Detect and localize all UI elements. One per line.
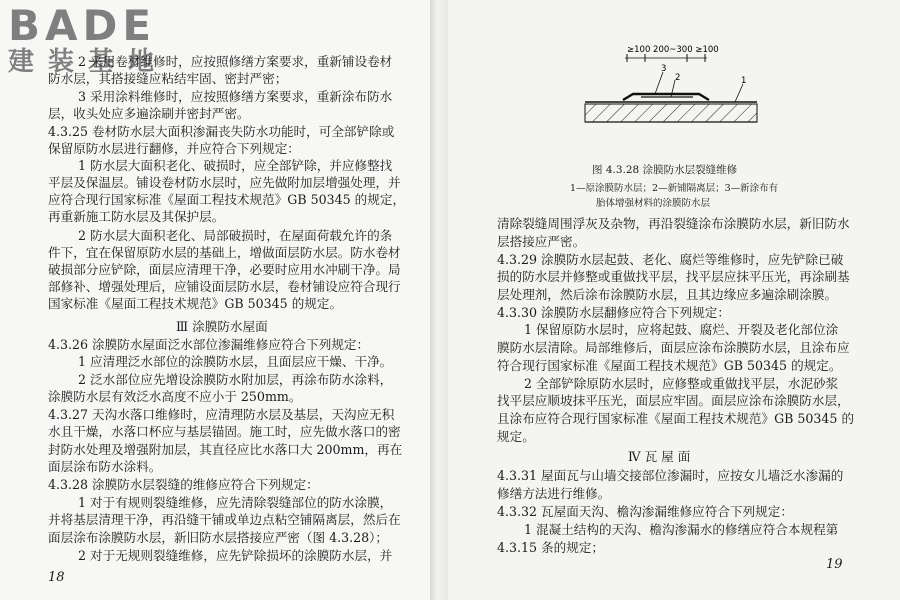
text-line: 1 混凝土结构的天沟、檐沟渗漏水的修缮应符合本规程第	[524, 522, 839, 537]
text-line: 水且干燥，水落口杯应与基层锚固。施工时，应先做水落口的密	[48, 424, 401, 439]
page-number-right: 19	[826, 557, 843, 572]
text-line: 防水层，其搭接缝应粘结牢固、密封严密；	[48, 71, 288, 86]
text-line: 2 全部铲除原防水层时，应修整或重做找平层，水泥砂浆	[524, 376, 839, 391]
text-line: 损的防水层并修整或重做找平层，找平层应抹平压光，再涂刷基	[497, 269, 850, 284]
section-heading-iv: Ⅳ 瓦 屋 面	[628, 449, 691, 464]
text-line: 破损部分应铲除，面层应清理干净，必要时应用水冲刷干净。局	[48, 262, 401, 277]
figure-legend-line: 胎体增强材料的涂膜防水层	[596, 198, 711, 209]
clause-4-3-26: 4.3.26 涂膜防水屋面泛水部位渗漏维修应符合下列规定：	[48, 337, 370, 352]
roof-layer-diagram	[575, 40, 765, 130]
text-line: 1 防水层大面积老化、破损时，应全部铲除，并应修整找	[78, 158, 393, 173]
figure-4-3-28	[575, 40, 765, 158]
text-line: 涂膜防水层有效泛水高度不应小于 250mm。	[48, 389, 302, 404]
text-line: 层处理剂，然后涂布涂膜防水层，且其边缘应多遍涂刷涂膜。	[497, 287, 838, 302]
text-line: 2 泛水部位应先增设涂膜防水附加层，再涂布防水涂料，	[78, 372, 393, 387]
text-line: 层，收头处应多遍涂刷并密封严密。	[48, 106, 250, 121]
text-line: 膜防水层清除。局部维修后，面层应涂布涂膜防水层，且涂布应	[497, 340, 850, 355]
text-line: 并将基层清理干净，再沿缝干铺或单边点粘空铺隔离层，然后在	[48, 512, 401, 527]
text-line: 且涂布应符合现行国家标准《屋面工程技术规范》GB 50345 的	[497, 411, 855, 426]
section-heading-iii: Ⅲ 涂膜防水屋面	[176, 319, 268, 334]
figure-label-1: 1	[741, 76, 747, 86]
text-line: 再重新施工防水层及其保护层。	[48, 209, 225, 224]
text-line: 层搭接应严密。	[497, 234, 586, 249]
clause-4-3-27: 4.3.27 天沟水落口维修时，应清理防水层及基层，天沟应无积	[48, 407, 395, 422]
clause-4-3-30: 4.3.30 涂膜防水层翻修应符合下列规定：	[497, 305, 730, 320]
text-line: 1 应清理泛水部位的涂膜防水层，且面层应干燥、干净。	[78, 354, 393, 369]
clause-4-3-31: 4.3.31 屋面瓦与山墙交接部位渗漏时，应按女儿墙泛水渗漏的	[497, 468, 844, 483]
text-line: 保留原防水层进行翻修，并应符合下列规定：	[48, 141, 300, 156]
book-gutter	[430, 0, 448, 600]
clause-4-3-32: 4.3.32 瓦屋面天沟、檐沟渗漏维修应符合下列规定：	[497, 504, 793, 519]
text-line: 3 采用涂料维修时，应按照修缮方案要求，重新涂布防水	[78, 89, 393, 104]
text-line: 清除裂缝周围浮灰及杂物，再沿裂缝涂布涂膜防水层，新旧防水	[497, 216, 850, 231]
clause-4-3-28: 4.3.28 涂膜防水层裂缝的维修应符合下列规定：	[48, 477, 319, 492]
text-line: 2 对于无规则裂缝维修，应先铲除损坏的涂膜防水层，并	[78, 548, 393, 563]
figure-legend-line: 1—原涂膜防水层；2—新铺隔离层；3—新涂布有	[570, 183, 779, 194]
text-line: 1 对于有规则裂缝维修，应先清除裂缝部位的防水涂膜，	[78, 495, 393, 510]
text-line: 2 防水层大面积老化、局部破损时，在屋面荷载允许的条	[78, 228, 393, 243]
figure-label-2: 2	[675, 73, 681, 83]
text-line: 1 保留原防水层时，应将起鼓、腐烂、开裂及老化部位涂	[524, 322, 839, 337]
text-line: 面层涂布防水涂料。	[48, 459, 162, 474]
logo-wordmark: BADE	[8, 1, 157, 50]
text-line: 封防水处理及增强附加层，其直径应比水落口大 200mm，再在	[48, 442, 403, 457]
clause-4-3-29: 4.3.29 涂膜防水层起鼓、老化、腐烂等维修时，应先铲除已破	[497, 252, 844, 267]
figure-dimensions: ≥100 200~300 ≥100	[627, 45, 719, 55]
text-line: 面层涂布涂膜防水层，新旧防水层搭接应严密（图 4.3.28）；	[48, 530, 389, 545]
page-number-left: 18	[48, 570, 65, 585]
text-line: 规定。	[497, 429, 535, 444]
text-line: 件下，宜在保留原防水层的基础上，增做面层防水层。防水卷材	[48, 245, 401, 260]
text-line: 4.3.15 条的规定；	[497, 540, 605, 555]
figure-caption: 图 4.3.28 涂膜防水层裂缝维修	[592, 164, 738, 176]
text-line: 应符合现行国家标准《屋面工程技术规范》GB 50345 的规定，	[48, 192, 406, 207]
text-line: 平层及保温层。铺设卷材防水层时，应先做附加层增强处理，并	[48, 175, 401, 190]
text-line: 部修补、增强处理后，应铺设面层防水层，卷材铺设应符合现行	[48, 279, 401, 294]
text-line: 符合现行国家标准《屋面工程技术规范》GB 50345 的规定。	[497, 358, 842, 373]
text-line: 找平层应顺坡抹平压光，面层应牢固。面层应涂布涂膜防水层，	[497, 393, 850, 408]
clause-4-3-25: 4.3.25 卷材防水层大面积渗漏丧失防水功能时，可全部铲除或	[48, 124, 395, 139]
logo-subtitle: 建装基地	[8, 47, 169, 77]
text-line: 2 采用卷材维修时，应按照修缮方案要求，重新铺设卷材	[78, 54, 393, 69]
text-line: 国家标准《屋面工程技术规范》GB 50345 的规定。	[48, 296, 343, 311]
figure-label-3: 3	[661, 64, 667, 74]
text-line: 修缮方法进行维修。	[497, 486, 611, 501]
